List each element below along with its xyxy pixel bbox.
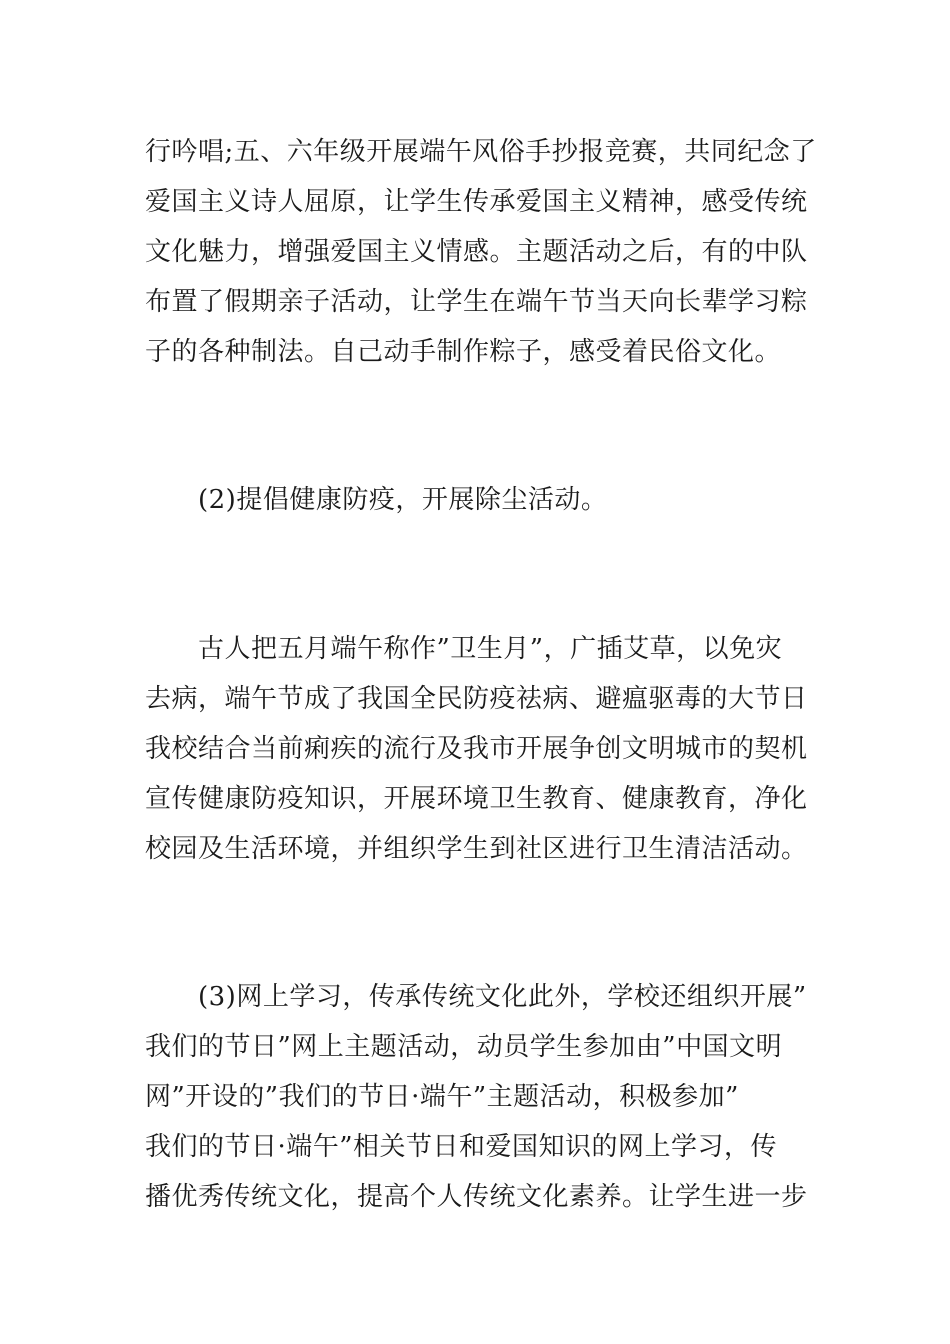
paragraph-2-line-5: 校园及生活环境，并组织学生到社区进行卫生清洁活动。 [145, 834, 808, 864]
paragraph-2-line-1: 古人把五月端午称作”卫生月”，广插艾草，以免灾 [198, 634, 783, 664]
paragraph-1-line-4: 布置了假期亲子活动，让学生在端午节当天向长辈学习粽 [145, 287, 808, 317]
paragraph-3-line-1: (3)网上学习，传承传统文化此外，学校还组织开展” [198, 982, 807, 1012]
paragraph-2-line-3: 我校结合当前痢疾的流行及我市开展争创文明城市的契机 [145, 734, 808, 764]
paragraph-1-line-1: 行吟唱;五、六年级开展端午风俗手抄报竞赛，共同纪念了 [145, 137, 817, 167]
section-heading-2: (2)提倡健康防疫，开展除尘活动。 [198, 485, 608, 515]
paragraph-1-line-3: 文化魅力，增强爱国主义情感。主题活动之后，有的中队 [145, 237, 808, 267]
paragraph-2-line-2: 去病，端午节成了我国全民防疫祛病、避瘟驱毒的大节日 [145, 684, 808, 714]
paragraph-1-line-5: 子的各种制法。自己动手制作粽子，感受着民俗文化。 [145, 337, 782, 367]
paragraph-1-line-2: 爱国主义诗人屈原，让学生传承爱国主义精神，感受传统 [145, 187, 808, 217]
paragraph-3-line-5: 播优秀传统文化，提高个人传统文化素养。让学生进一步 [145, 1182, 808, 1212]
paragraph-3-line-2: 我们的节日”网上主题活动，动员学生参加由”中国文明 [145, 1032, 783, 1062]
paragraph-2-line-4: 宣传健康防疫知识，开展环境卫生教育、健康教育，净化 [145, 784, 808, 814]
paragraph-3-line-3: 网”开设的”我们的节日·端午”主题活动，积极参加” [145, 1082, 739, 1112]
paragraph-3-line-4: 我们的节日·端午”相关节日和爱国知识的网上学习，传 [145, 1132, 778, 1162]
